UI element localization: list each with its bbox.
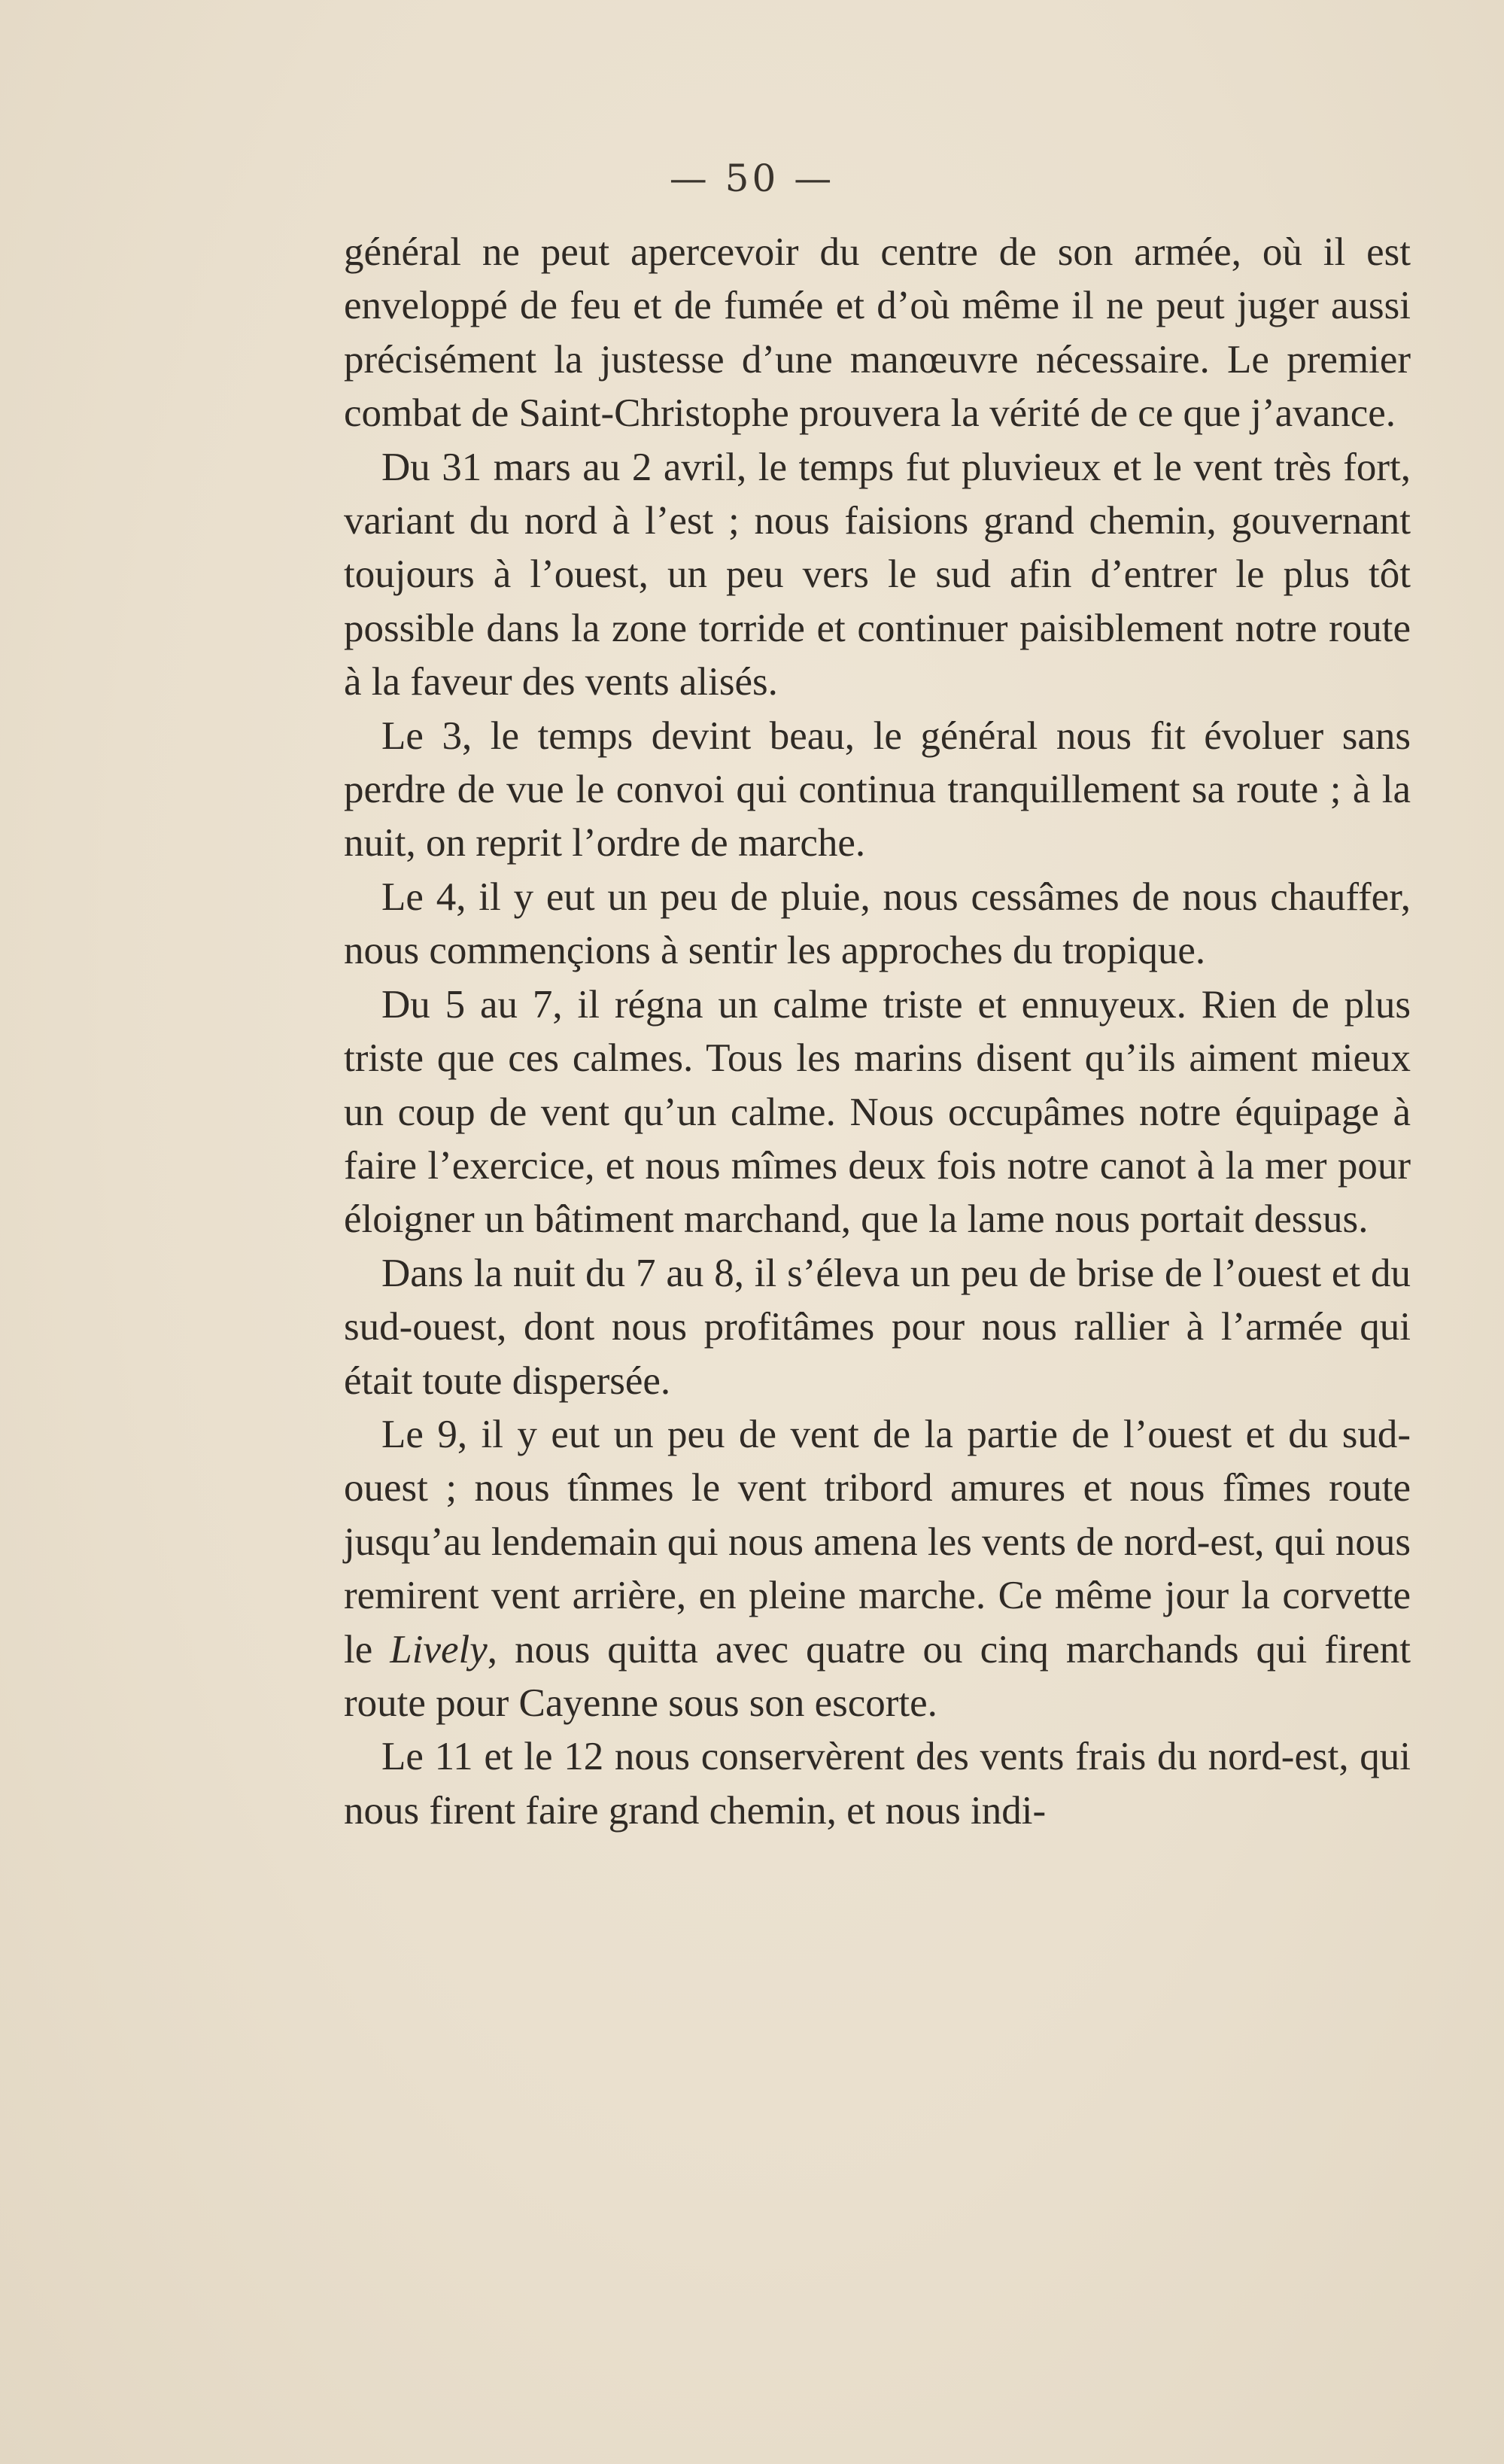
- paragraph-7-tail: , nous quitta avec quatre ou cinq marchands qui firent route pour Cayenne sous son escorte.: [344, 1627, 1411, 1725]
- paragraph-8: Le 11 et le 12 nous conservèrent des vents frais du nord-est, qui nous firent faire grand chemin, et nous indi-: [344, 1735, 1411, 1833]
- paragraph-4: Le 4, il y eut un peu de pluie, nous cessâmes de nous chauffer, nous commençions à sentir les approches du tropique.: [344, 875, 1411, 973]
- paragraph-1: général ne peut apercevoir du centre de son armée, où il est enveloppé de feu et de fumée et d’où même il ne peut juger aussi précisément la justesse d’une manœuvre nécessaire. Le premier combat de Saint-Christophe prouvera la vérité de ce que j’avance.: [344, 230, 1411, 436]
- paragraph-6: Dans la nuit du 7 au 8, il s’éleva un peu de brise de l’ouest et du sud-ouest, dont nous profitâmes pour nous rallier à l’armée qui était toute dispersée.: [344, 1251, 1411, 1403]
- paragraph-7: [344, 1408, 1411, 1730]
- paragraph-3: Le 3, le temps devint beau, le général nous fit évoluer sans perdre de vue le convoi qui continua tranquillement sa route ; à la nuit, on reprit l’ordre de marche.: [344, 713, 1411, 865]
- page-number: — 50 —: [669, 157, 835, 200]
- paragraph-2: Du 31 mars au 2 avril, le temps fut pluvieux et le vent très fort, variant du nord à l’est ; nous faisions grand chemin, gouvernant toujours à l’ouest, un peu vers le sud afin d’entrer le plus tôt possible dans la zone torride et continuer paisiblement notre route à la faveur des vents alisés.: [344, 445, 1411, 704]
- body-text: [344, 226, 1411, 1838]
- paragraph-7-text: Le 9, il y eut un peu de vent de la partie de l’ouest et du sud-ouest ; nous tînmes le vent tribord amures et nous fîmes route jusqu’au lendemain qui nous amena les vents de nord-est, qui nous remirent vent arrière, en pleine marche. Ce même jour la corvette le: [344, 1412, 1411, 1672]
- paragraph-5: Du 5 au 7, il régna un calme triste et ennuyeux. Rien de plus triste que ces calmes. Tous les marins disent qu’ils aiment mieux un coup de vent qu’un calme. Nous occupâmes notre équipage à faire l’exercice, et nous mîmes deux fois notre canot à la mer pour éloigner un bâtiment marchand, que la lame nous portait dessus.: [344, 982, 1411, 1242]
- ship-name: Lively: [390, 1627, 488, 1672]
